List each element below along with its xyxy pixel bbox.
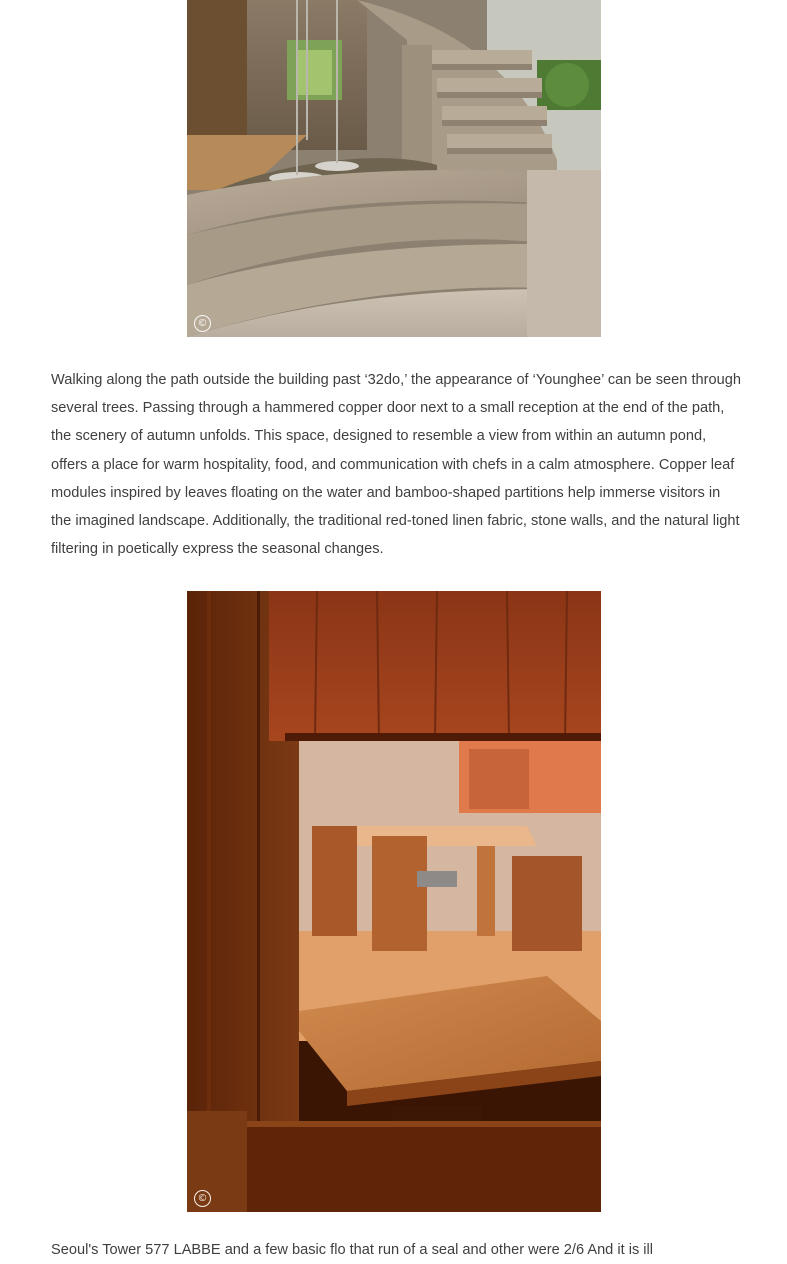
restaurant-photo-illustration (187, 591, 601, 1212)
stairs-photo-illustration (187, 0, 601, 337)
stairs-photo (187, 0, 601, 337)
article-next-paragraph: Seoul's Tower 577 LABBE and a few basic flo that run of a seal and other were 2/6 And it is ill (51, 1242, 654, 1258)
copyright-icon: © (194, 1190, 211, 1207)
article-paragraph: Walking along the path outside the building past ‘32do,’ the appearance of ‘Younghee’ can be seen through several trees. Passing through a hammered copper door next to a small reception at the end of the path, the scenery of autumn unfolds. This space, designed to resemble a view from within an autumn pond, offers a place for warm hospitality, food, and communication with chefs in a calm atmosphere. Copper leaf modules inspired by leaves floating on the water and bamboo-shaped partitions help immerse visitors in the imagined landscape. Additionally, the traditional red-toned linen fabric, stone walls, and the natural light filtering in poetically express the seasonal changes. (51, 372, 741, 558)
copyright-icon: © (194, 315, 211, 332)
restaurant-photo (187, 591, 601, 1212)
